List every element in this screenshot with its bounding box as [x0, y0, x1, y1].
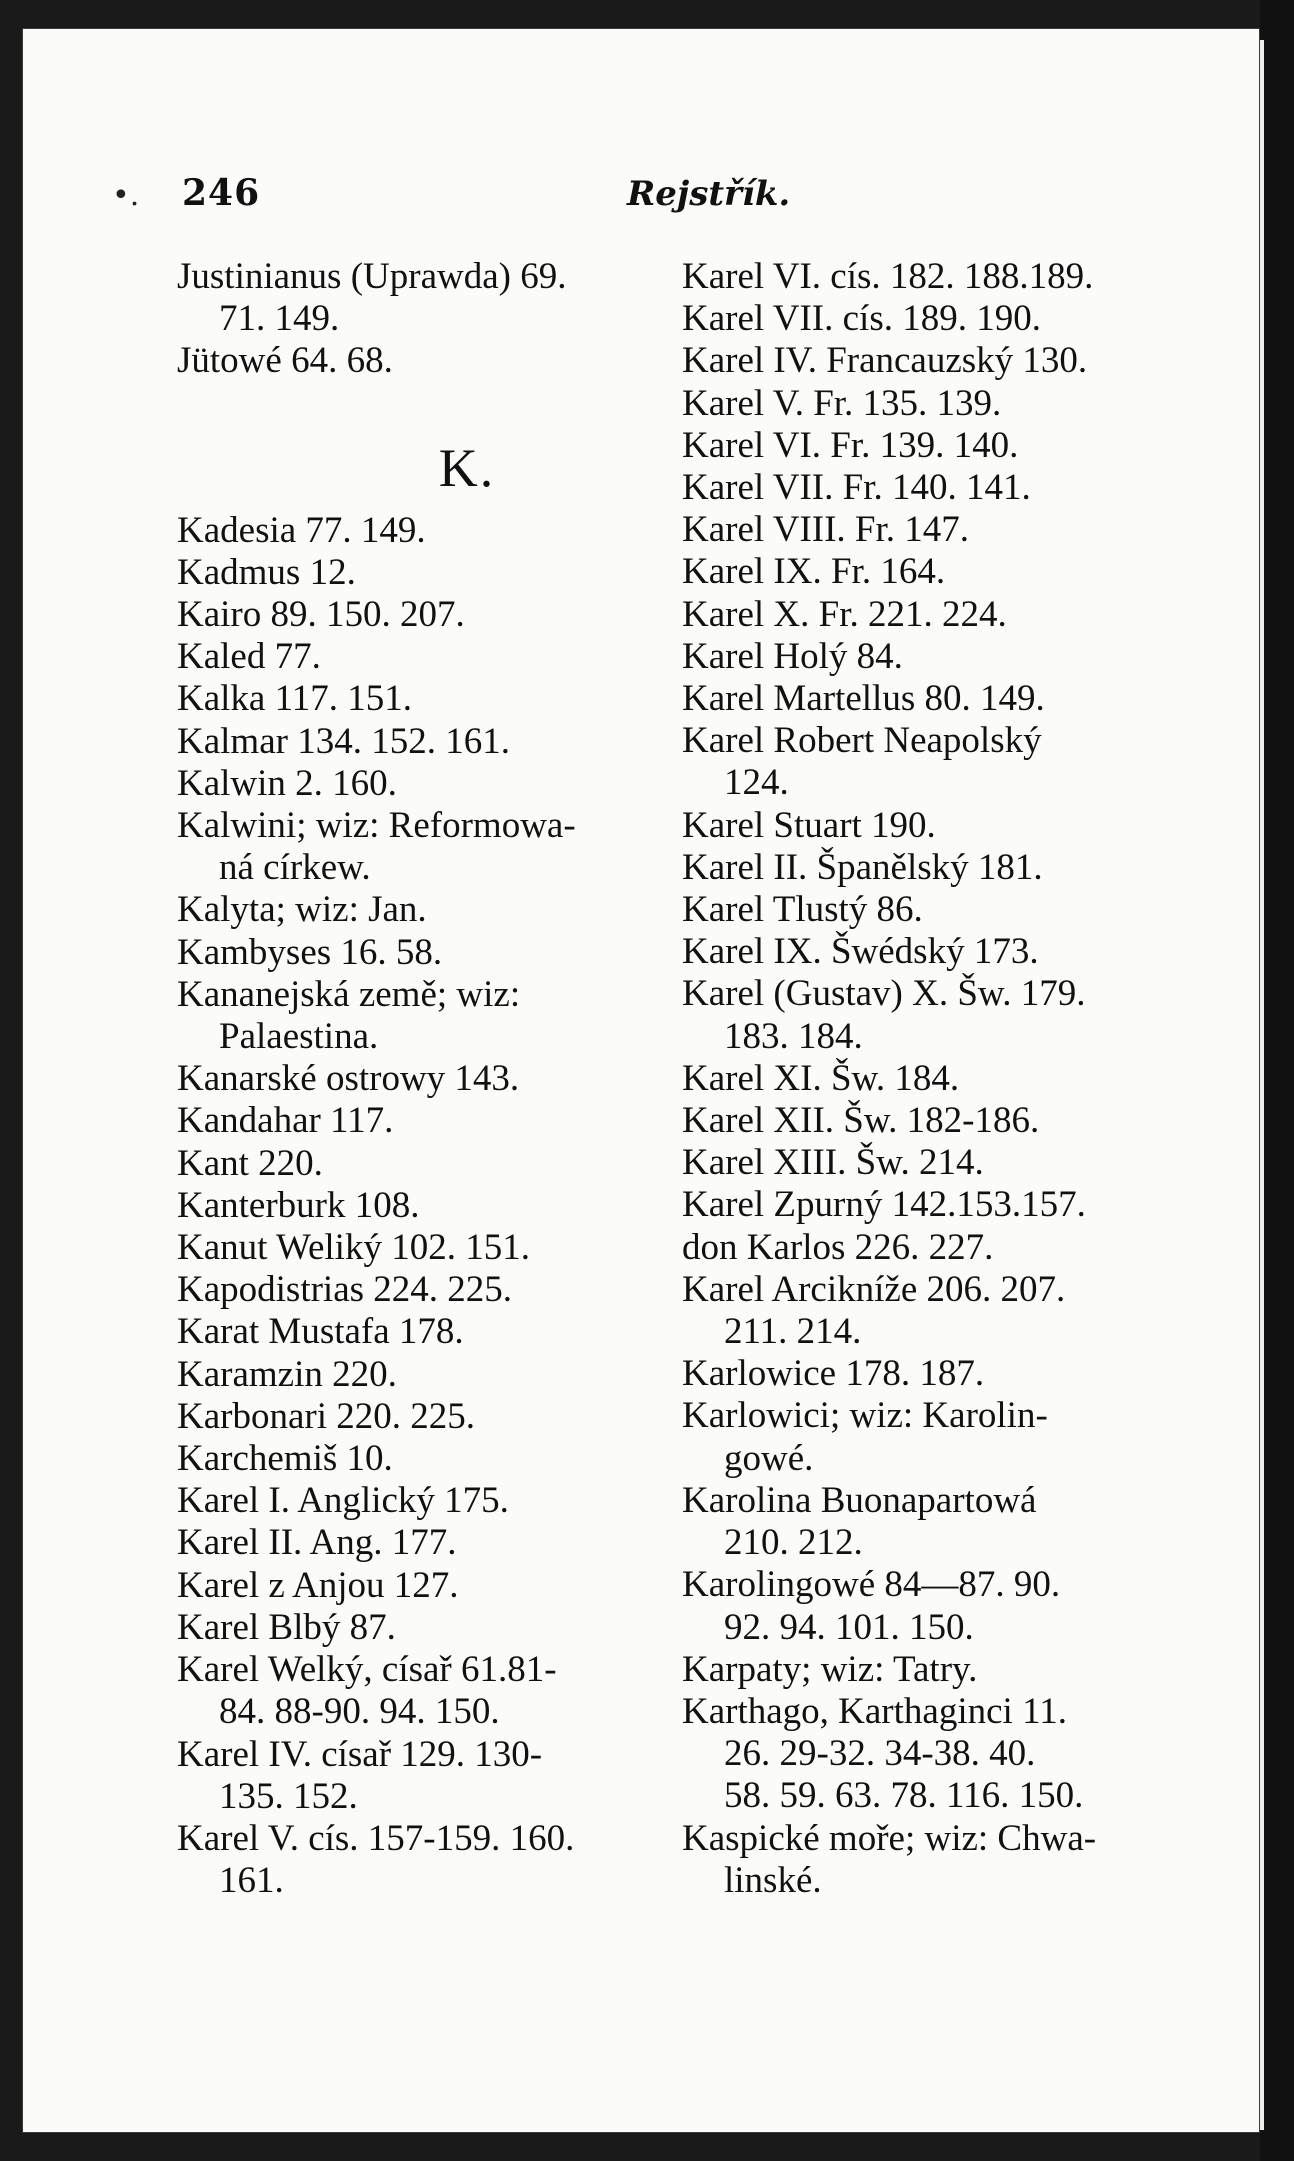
index-entry: Karel Blbý 87.: [177, 1606, 396, 1648]
index-entry: Karel IV. Francauzský 130.: [682, 340, 1088, 382]
index-entry: Karchemiš 10.: [177, 1438, 393, 1480]
section-letter: K.: [438, 437, 496, 498]
index-entry: Karel IX. Fr. 164.: [682, 551, 946, 593]
index-entry: Kalmar 134. 152. 161.: [177, 720, 510, 762]
index-entry-continuation: Palaestina.: [219, 1016, 379, 1058]
index-entry: Karel II. Španělský 181.: [682, 846, 1043, 888]
index-entry: Karlowice 178. 187.: [682, 1353, 985, 1395]
book-page: [22, 28, 1260, 2133]
index-entry: Karel Stuart 190.: [682, 804, 936, 846]
index-entry: Kalwin 2. 160.: [177, 762, 397, 804]
index-entry: Karel VI. Fr. 139. 140.: [682, 424, 1019, 466]
index-entry-continuation: 92. 94. 101. 150.: [724, 1606, 974, 1648]
index-entry-continuation: 26. 29-32. 34-38. 40.: [724, 1733, 1036, 1775]
index-entry: Karbonari 220. 225.: [177, 1395, 475, 1437]
index-entry: don Karlos 226. 227.: [682, 1226, 994, 1268]
index-entry: Karel Zpurný 142.153.157.: [682, 1184, 1086, 1226]
index-entry-continuation: 183. 184.: [724, 1015, 863, 1057]
index-entry: Kadesia 77. 149.: [177, 509, 426, 551]
index-entry: Kanarské ostrowy 143.: [177, 1058, 520, 1100]
index-entry: Karel Holý 84.: [682, 635, 903, 677]
index-entry-continuation: 58. 59. 63. 78. 116. 150.: [724, 1775, 1084, 1817]
index-entry-continuation: 161.: [219, 1860, 284, 1902]
index-entry: Karel Arcikníže 206. 207.: [682, 1268, 1066, 1310]
index-column-left: [177, 256, 697, 1902]
running-head: Rejstřík.: [627, 174, 791, 214]
index-entry-continuation: 210. 212.: [724, 1522, 863, 1564]
index-entry: Kadmus 12.: [177, 551, 356, 593]
index-entry: Karel V. Fr. 135. 139.: [682, 382, 1002, 424]
index-entry: Kaspické moře; wiz: Chwa-: [682, 1817, 1097, 1859]
index-entry: Karamzin 220.: [177, 1353, 397, 1395]
index-entry: Kalyta; wiz: Jan.: [177, 889, 427, 931]
index-entry: Karpaty; wiz: Tatry.: [682, 1648, 978, 1690]
index-entry: Jütowé 64. 68.: [177, 340, 393, 382]
index-entry-continuation: ná církew.: [219, 847, 371, 889]
index-entry: Karel Martellus 80. 149.: [682, 678, 1045, 720]
index-entry: Kapodistrias 224. 225.: [177, 1269, 513, 1311]
index-entry: Karel Welký, císař 61.81-: [177, 1649, 557, 1691]
index-entry-continuation: 124.: [724, 762, 789, 804]
index-entry: Kanterburk 108.: [177, 1184, 420, 1226]
index-entry: Kalka 117. 151.: [177, 678, 412, 720]
index-entry: Justinianus (Uprawda) 69.: [177, 256, 567, 297]
index-entry-continuation: linské.: [724, 1859, 822, 1901]
index-entry: Karel XIII. Šw. 214.: [682, 1142, 984, 1184]
index-entry: Kalwini; wiz: Reformowa-: [177, 805, 576, 847]
index-entry-continuation: 84. 88-90. 94. 150.: [219, 1691, 500, 1733]
index-entry: Karolina Buonapartowá: [682, 1479, 1037, 1521]
index-entry: Karlowici; wiz: Karolin-: [682, 1395, 1048, 1437]
index-entry: Karel VI. cís. 182. 188.189.: [682, 256, 1094, 297]
index-entry: Karel XI. Šw. 184.: [682, 1057, 960, 1099]
index-entry: Karthago, Karthaginci 11.: [682, 1690, 1067, 1732]
index-entry: Kairo 89. 150. 207.: [177, 594, 465, 636]
index-entry-continuation: 211. 214.: [724, 1311, 862, 1353]
index-entry: Kananejská země; wiz:: [177, 973, 521, 1015]
index-entry-continuation: gowé.: [724, 1437, 814, 1479]
index-entry: Karolingowé 84—87. 90.: [682, 1564, 1061, 1606]
index-entry: Karat Mustafa 178.: [177, 1311, 464, 1353]
index-entry: Karel VIII. Fr. 147.: [682, 509, 970, 551]
page-number: 246: [182, 172, 261, 214]
index-entry: Karel VII. cís. 189. 190.: [682, 298, 1041, 340]
index-entry: Karel II. Ang. 177.: [177, 1522, 457, 1564]
index-entry: Karel (Gustav) X. Šw. 179.: [682, 973, 1086, 1015]
index-entry: Kanut Weliký 102. 151.: [177, 1227, 530, 1269]
index-entry: Kant 220.: [177, 1142, 323, 1184]
index-entry: Karel Tlustý 86.: [682, 889, 923, 931]
index-entry: Karel IV. císař 129. 130-: [177, 1733, 543, 1775]
index-entry: Karel VII. Fr. 140. 141.: [682, 467, 1031, 509]
page-mark: •.: [112, 178, 140, 213]
index-entry: Karel I. Anglický 175.: [177, 1480, 509, 1522]
index-entry-continuation: 71. 149.: [219, 298, 340, 340]
index-entry: Karel V. cís. 157-159. 160.: [177, 1817, 575, 1859]
index-entry: Karel IX. Šwédský 173.: [682, 931, 1039, 973]
index-entry: Karel XII. Šw. 182-186.: [682, 1100, 1040, 1142]
index-entry: Karel Robert Neapolský: [682, 720, 1042, 762]
index-entry: Kaled 77.: [177, 636, 321, 678]
index-column-right: [682, 256, 1222, 1902]
index-entry: Karel z Anjou 127.: [177, 1564, 459, 1606]
index-entry: Kandahar 117.: [177, 1100, 394, 1142]
index-entry-continuation: 135. 152.: [219, 1775, 358, 1817]
page-header: [22, 172, 1260, 218]
index-entry: Karel X. Fr. 221. 224.: [682, 593, 1007, 635]
scan-border-right: [1260, 0, 1294, 2161]
index-entry: Kambyses 16. 58.: [177, 931, 443, 973]
